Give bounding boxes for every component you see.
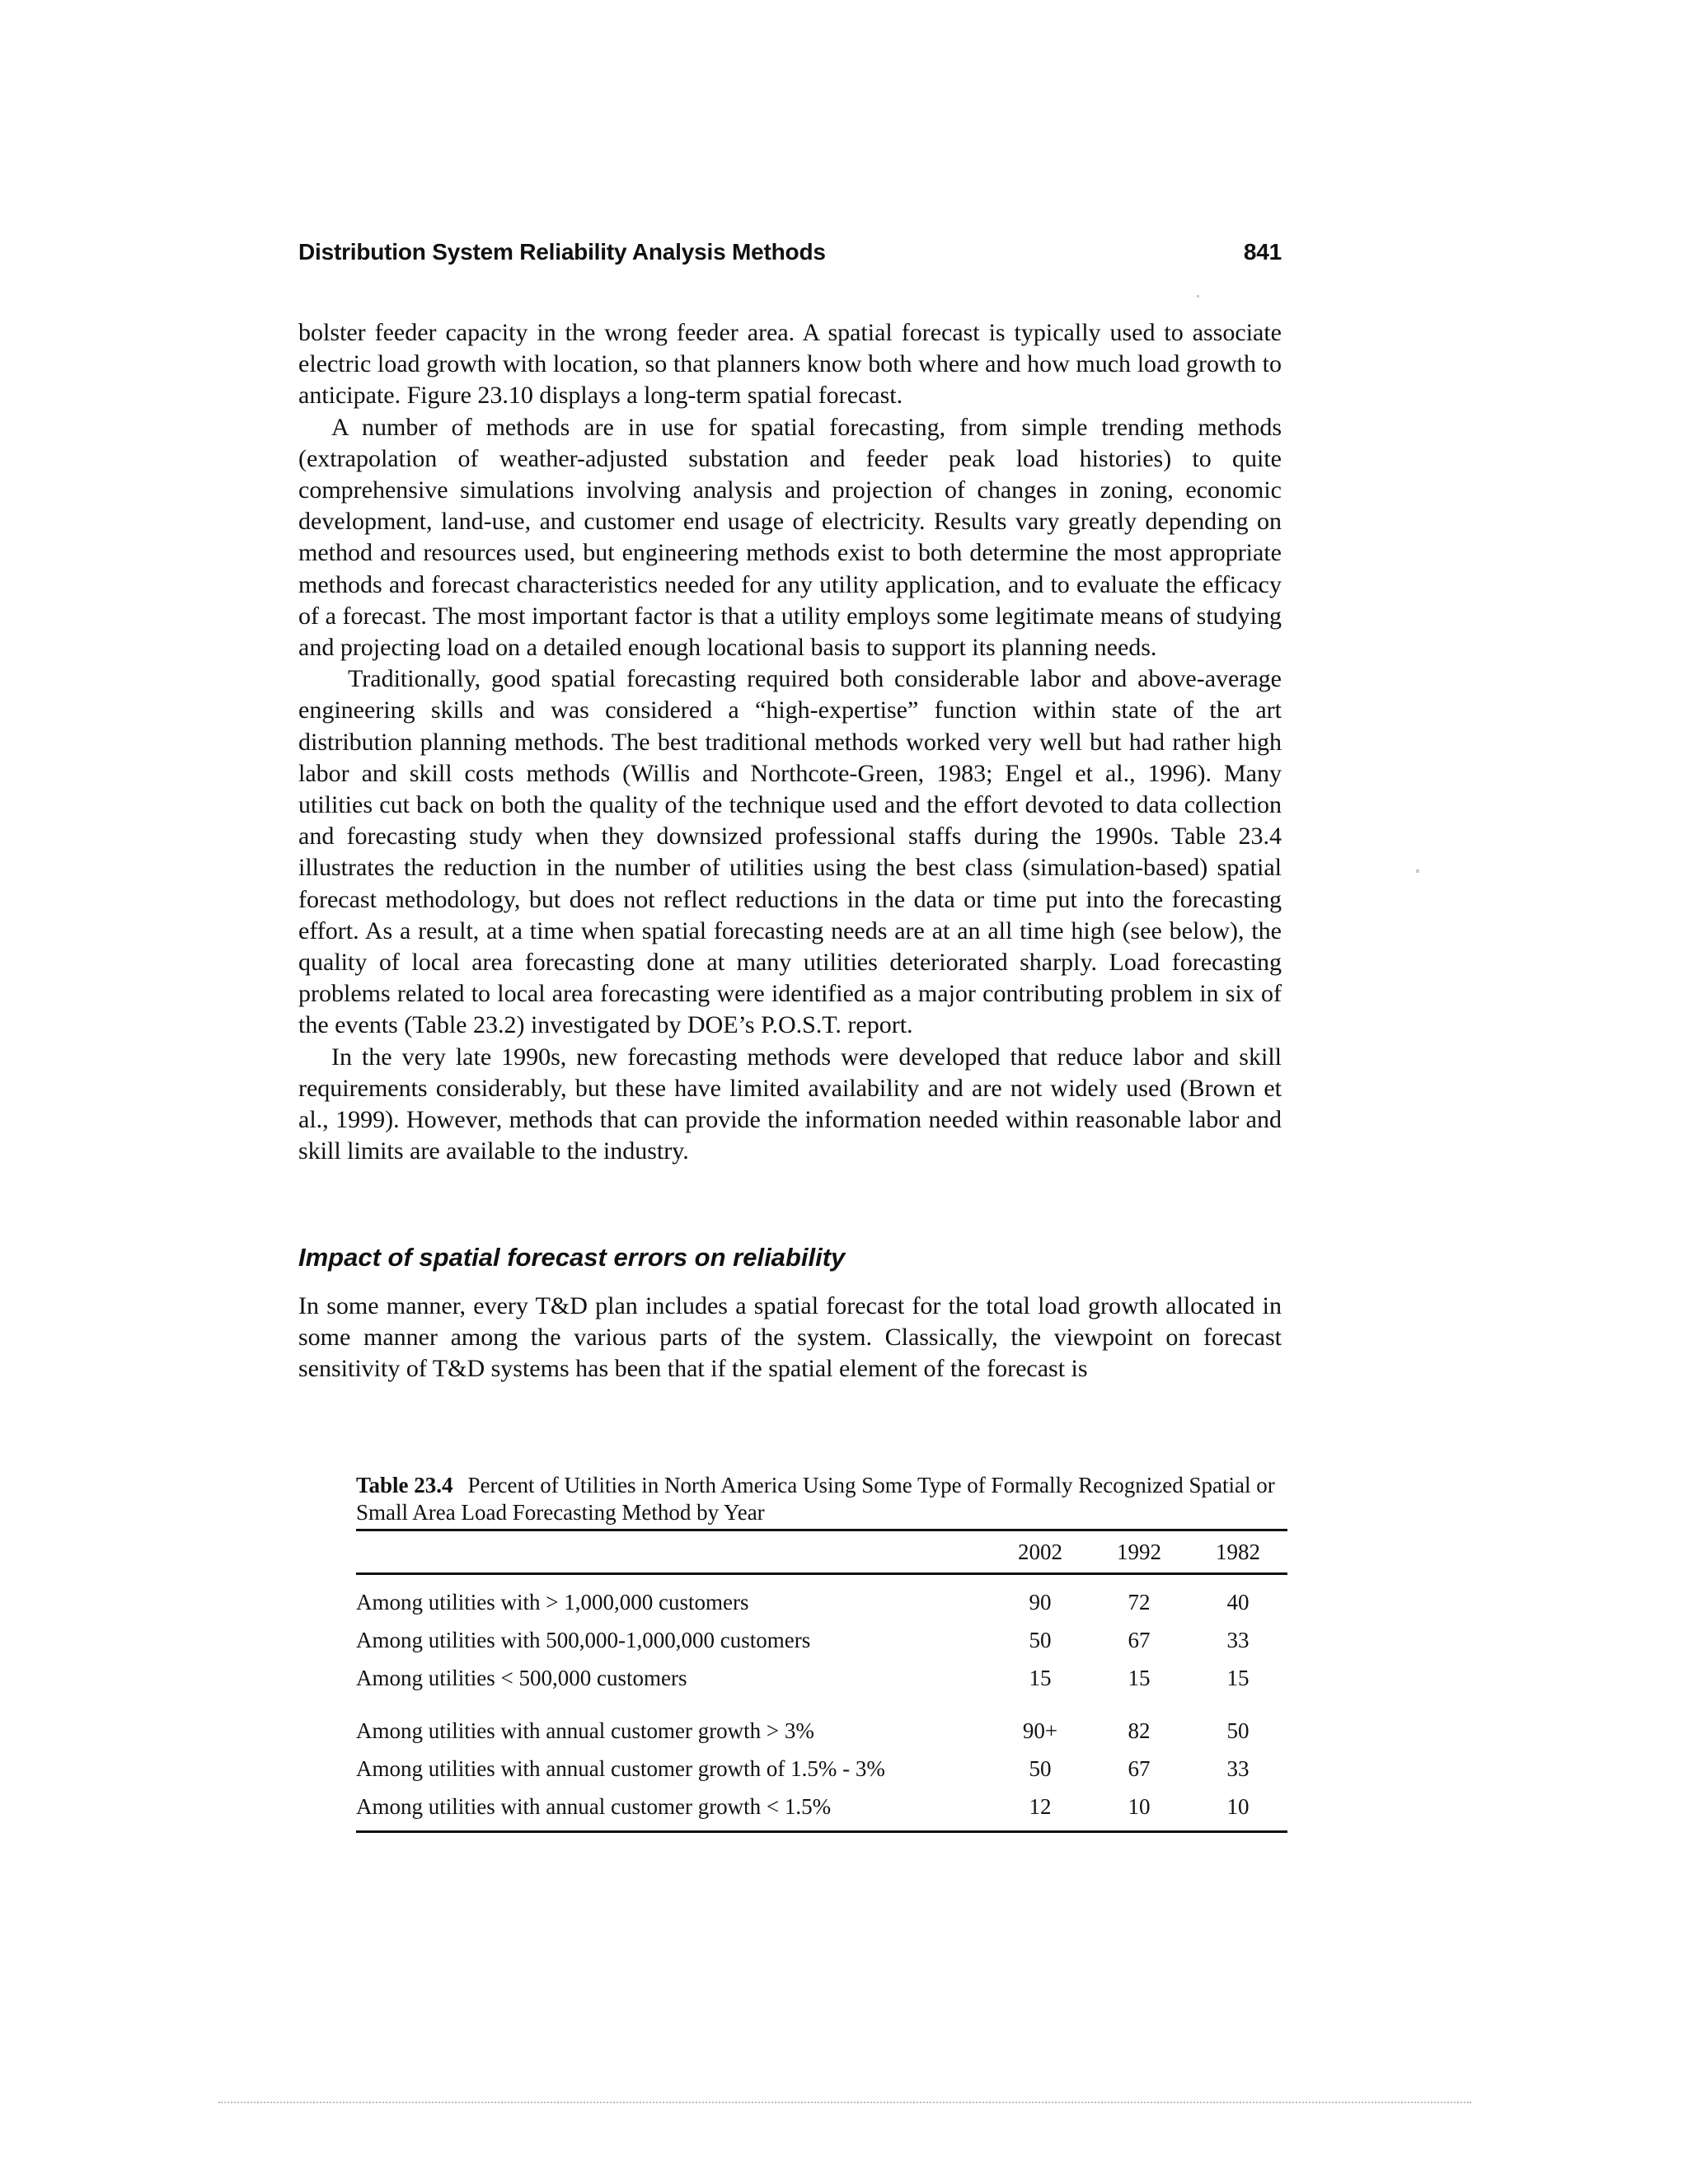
table-container [356,1529,1287,1833]
table-cell: 50 [1029,1627,1052,1652]
table-label: Table 23.4 [356,1473,453,1497]
row-label: Among utilities with annual customer growth of 1.5% - 3% [356,1755,885,1781]
row-label: Among utilities with 500,000-1,000,000 customers [356,1627,811,1652]
table-cell: 90+ [1022,1718,1058,1743]
table-cell: 10 [1128,1793,1151,1819]
table-cell: 40 [1226,1589,1250,1615]
scan-artifact-footer-line [218,2102,1471,2103]
table-row [356,1788,1287,1832]
section-heading: Impact of spatial forecast errors on reliability [298,1243,846,1272]
section-text-block [298,1291,1282,1385]
table-header-cell: 1982 [1216,1539,1260,1564]
table-cell: 15 [1226,1665,1250,1690]
scan-artifact [1197,295,1199,298]
running-header [298,239,1282,265]
row-label: Among utilities with annual customer growth > 3% [356,1718,814,1743]
table-cell: 10 [1226,1793,1250,1819]
table-cell: 15 [1128,1665,1151,1690]
running-title: Distribution System Reliability Analysis Methods [298,239,826,265]
table-cell: 15 [1029,1665,1052,1690]
row-label: Among utilities with > 1,000,000 customers [356,1589,749,1615]
table-caption-text: Percent of Utilities in North America Using Some Type of Formally Recognized Spatial or Small Area Load Forecasting Method by Year [356,1473,1275,1525]
table-header-blank [356,1530,991,1574]
table-cell: 12 [1029,1793,1052,1819]
table-cell: 33 [1226,1627,1250,1652]
table-cell: 67 [1128,1627,1151,1652]
row-label: Among utilities < 500,000 customers [356,1665,687,1690]
scan-artifact [1416,869,1419,873]
table-row [356,1574,1287,1622]
table-caption [356,1472,1287,1526]
table-cell: 82 [1128,1718,1151,1743]
table-cell: 90 [1029,1589,1052,1615]
paragraph-section: In some manner, every T&D plan includes a spatial forecast for the total load growth allocated in some manner among the various parts of the system. Classically, the viewpoint on forecast sensitivity of T&D systems has been that if the spatial element of the forecast is [298,1292,1282,1383]
data-table [356,1529,1287,1833]
row-label: Among utilities with annual customer growth < 1.5% [356,1793,832,1819]
table-row [356,1750,1287,1788]
body-text-block [298,317,1282,1167]
table-cell: 72 [1128,1589,1151,1615]
table-cell: 50 [1226,1718,1250,1743]
table-header-cell: 2002 [1018,1539,1062,1564]
paragraph-continued: bolster feeder capacity in the wrong feeder area. A spatial forecast is typically used to associate electric load growth with location, so that planners know both where and how much load growth to anticipate. Figure 23.10 displays a long-term spatial forecast. [298,319,1282,410]
table-header-row [356,1530,1287,1574]
table-row [356,1697,1287,1750]
table-row [356,1621,1287,1659]
paragraph-traditionally: Traditionally, good spatial forecasting required both considerable labor and above-average engineering skills and was considered a “high-expertise” function within state of the art distribution planning methods. The best traditional methods worked very well but had rather high labor and skill costs methods (Willis and Northcote-Green, 1983; Engel et al., 1996). Many utilities cut back on both the quality of the technique used and the effort devoted to data collection and forecasting study when they downsized professional staffs during the 1990s. Table 23.4 illustrates the reduction in the number of utilities using the best class (simulation-based) spatial forecast methodology, but does not reflect reductions in the data or time put into the forecasting effort. As a result, at a time when spatial forecasting needs are at an all time high (see below), the quality of local area forecasting done at many utilities deteriorated sharply. Load forecasting problems related to local area forecasting were identified as a major contributing problem in six of the events (Table 23.2) investigated by DOE’s P.O.S.T. report. [298,665,1282,1039]
paragraph-late-1990s: In the very late 1990s, new forecasting methods were developed that reduce labor and skill requirements considerably, but these have limited availability and are not widely used (Brown et al., 1999). However, methods that can provide the information needed within reasonable labor and skill limits are available to the industry. [298,1043,1282,1165]
table-cell: 33 [1226,1755,1250,1781]
table-row [356,1659,1287,1697]
page-number: 841 [1243,239,1282,265]
table-header-cell: 1992 [1117,1539,1161,1564]
paragraph-methods: A number of methods are in use for spatial forecasting, from simple trending methods (extrapolation of weather-adjusted substation and feeder peak load histories) to quite comprehensive simulations involving analysis and projection of changes in zoning, economic development, land-use, and customer end usage of electricity. Results vary greatly depending on method and resources used, but engineering methods exist to both determine the most appropriate methods and forecast characteristics needed for any utility application, and to evaluate the efficacy of a forecast. The most important factor is that a utility employs some legitimate means of studying and projecting load on a detailed enough locational basis to support its planning needs. [298,413,1282,662]
table-cell: 67 [1128,1755,1151,1781]
table-cell: 50 [1029,1755,1052,1781]
